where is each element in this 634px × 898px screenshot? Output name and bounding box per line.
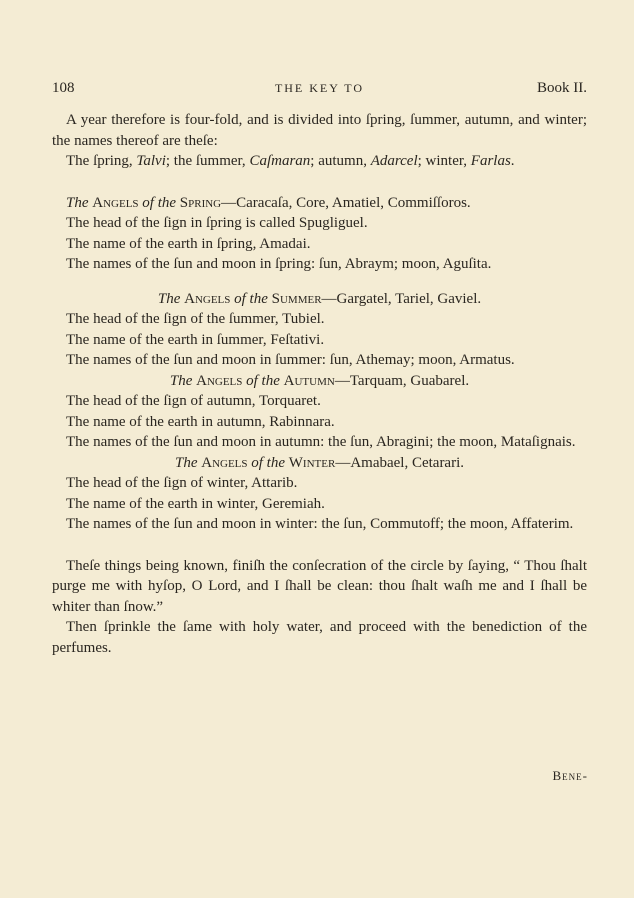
paragraph-seasons: The ſpring, Talvi; the ſummer, Caſmaran; autumn, Adarcel; winter, Farlas. — [66, 153, 515, 169]
paragraph-year: A year therefore is four-fold, and is divided into ſpring, ſummer, autumn, and winter; the names thereof are theſe: — [52, 112, 587, 149]
summer-angels-heading: The Angels of the Summer—Gargatel, Tariel, Gaviel. — [157, 290, 482, 307]
winter-angels-heading: The Angels of the Winter—Amabael, Cetarari. — [174, 454, 465, 471]
summer-sun-moon-line: The names of the ſun and moon in ſummer: ſun, Athemay; moon, Armatus. — [66, 352, 515, 368]
season-name-summer: Caſmaran — [249, 153, 311, 169]
winter-sign-line: The head of the ſign of winter, Attarib. — [66, 475, 298, 491]
running-header — [52, 80, 587, 100]
summer-earth-line: The name of the earth in ſummer, Feſtativi. — [66, 331, 325, 348]
spring-angels-heading: The Angels of the Spring—Caracaſa, Core, Amatiel, Commiſſoros. — [66, 194, 471, 211]
body-text — [52, 110, 587, 658]
autumn-sign-line: The head of the ſign of autumn, Torquaret. — [66, 393, 321, 409]
consecration-paragraph: Theſe things being known, finiſh the conſecration of the circle by ſaying, “ Thou ſhalt purge me with hyſop, O Lord, and I ſhall be clean: thou ſhalt waſh me and I ſhall be whiter than ſnow.” — [52, 557, 587, 615]
running-title: THE KEY TO — [274, 81, 365, 95]
book-label: Book II. — [537, 80, 587, 96]
winter-earth-line: The name of the earth in winter, Geremiah. — [66, 495, 325, 512]
spring-earth-line: The name of the earth in ſpring, Amadai. — [66, 235, 311, 252]
spring-sun-moon-line: The names of the ſun and moon in ſpring: ſun, Abraym; moon, Aguſita. — [66, 256, 492, 272]
season-name-spring: Talvi — [136, 153, 166, 169]
season-name-autumn: Adarcel — [370, 153, 418, 169]
autumn-angels-heading: The Angels of the Autumn—Tarquam, Guabarel. — [169, 372, 470, 389]
autumn-earth-line: The name of the earth in autumn, Rabinnara. — [66, 413, 335, 430]
spring-sign-line: The head of the ſign in ſpring is called Spugliguel. — [66, 215, 368, 231]
winter-sun-moon-line: The names of the ſun and moon in winter: the ſun, Commutoff; the moon, Affaterim. — [66, 516, 574, 532]
sprinkle-paragraph: Then ſprinkle the ſame with holy water, and proceed with the benediction of the perfumes. — [52, 619, 587, 656]
catchword: Bene- — [552, 768, 588, 783]
autumn-sun-moon-line: The names of the ſun and moon in autumn: the ſun, Abragini; the moon, Mataſignais. — [66, 434, 576, 450]
summer-sign-line: The head of the ſign of the ſummer, Tubiel. — [66, 311, 325, 327]
season-name-winter: Farlas — [470, 153, 511, 169]
page-number: 108 — [52, 80, 75, 96]
